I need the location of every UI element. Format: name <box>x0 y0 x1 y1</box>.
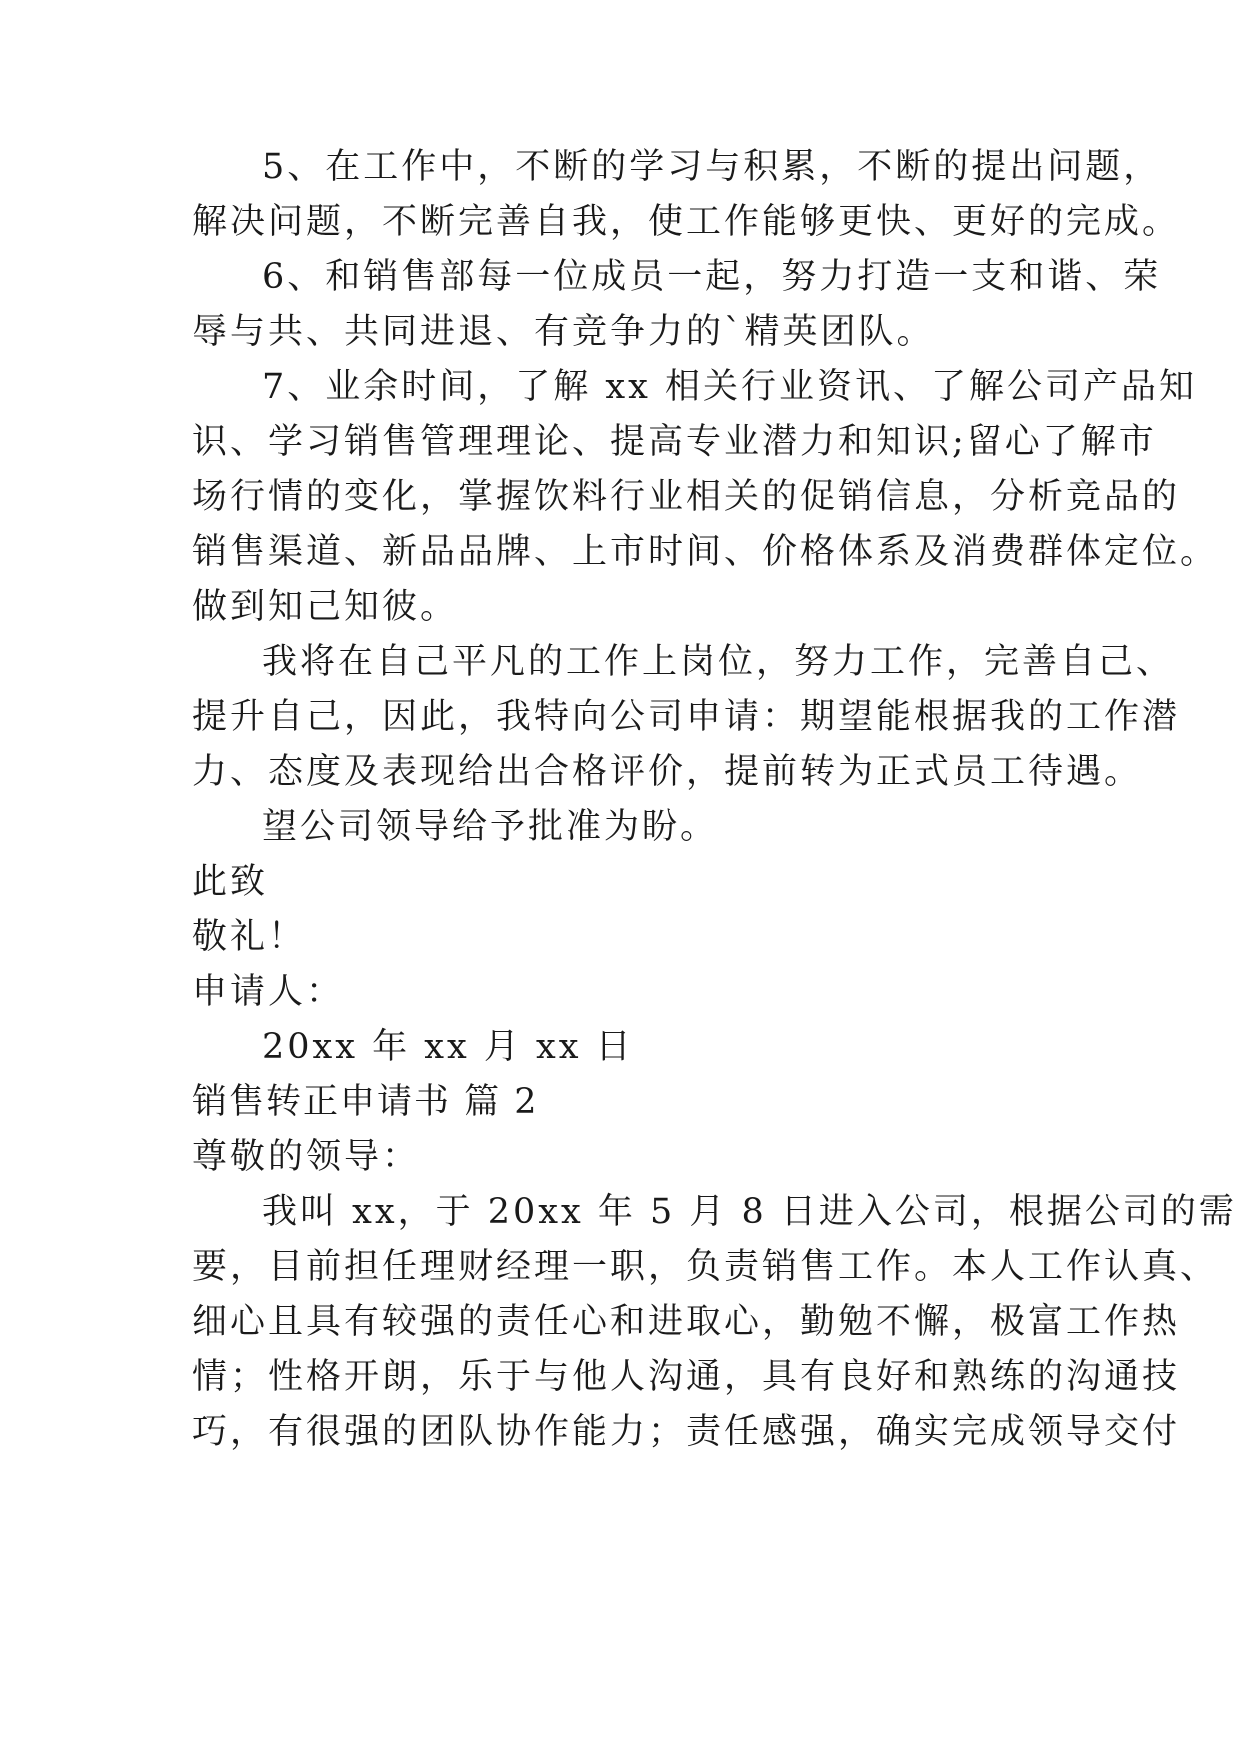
greeting-line: 尊敬的领导： <box>192 1137 421 1177</box>
paragraph-line: 我将在自己平凡的工作上岗位，努力工作，完善自己、 <box>262 642 1175 682</box>
paragraph-line: 望公司领导给予批准为盼。 <box>262 807 719 847</box>
paragraph-line: 情；性格开朗，乐于与他人沟通，具有良好和熟练的沟通技 <box>192 1357 1181 1397</box>
closing-regards: 敬礼！ <box>192 917 307 957</box>
applicant-label: 申请人： <box>192 972 345 1012</box>
paragraph-line: 做到知己知彼。 <box>192 587 459 627</box>
paragraph-line: 要，目前担任理财经理一职，负责销售工作。本人工作认真、 <box>192 1247 1219 1287</box>
paragraph-line: 我叫 xx，于 20xx 年 5 月 8 日进入公司，根据公司的需 <box>262 1192 1237 1232</box>
paragraph-line: 巧，有很强的团队协作能力；责任感强，确实完成领导交付 <box>192 1412 1181 1452</box>
paragraph-line: 细心且具有较强的责任心和进取心，勤勉不懈，极富工作热 <box>192 1302 1181 1342</box>
paragraph-line: 提升自己，因此，我特向公司申请：期望能根据我的工作潜 <box>192 697 1181 737</box>
paragraph-line: 辱与共、共同进退、有竞争力的`精英团队。 <box>192 312 935 352</box>
paragraph-line: 解决问题，不断完善自我，使工作能够更快、更好的完成。 <box>192 202 1181 242</box>
paragraph-line: 6、和销售部每一位成员一起，努力打造一支和谐、荣 <box>262 257 1162 297</box>
paragraph-line: 销售渠道、新品品牌、上市时间、价格体系及消费群体定位。 <box>192 532 1219 572</box>
paragraph-line: 7、业余时间，了解 xx 相关行业资讯、了解公司产品知 <box>262 367 1197 407</box>
closing-salutation: 此致 <box>192 862 269 902</box>
date-line: 20xx 年 xx 月 xx 日 <box>262 1027 634 1067</box>
section-title: 销售转正申请书 篇 2 <box>192 1082 539 1122</box>
paragraph-line: 力、态度及表现给出合格评价，提前转为正式员工待遇。 <box>192 752 1143 792</box>
paragraph-line: 场行情的变化，掌握饮料行业相关的促销信息，分析竞品的 <box>192 477 1181 517</box>
paragraph-line: 识、学习销售管理理论、提高专业潜力和知识;留心了解市 <box>192 422 1157 462</box>
paragraph-line: 5、在工作中，不断的学习与积累，不断的提出问题， <box>262 147 1162 187</box>
